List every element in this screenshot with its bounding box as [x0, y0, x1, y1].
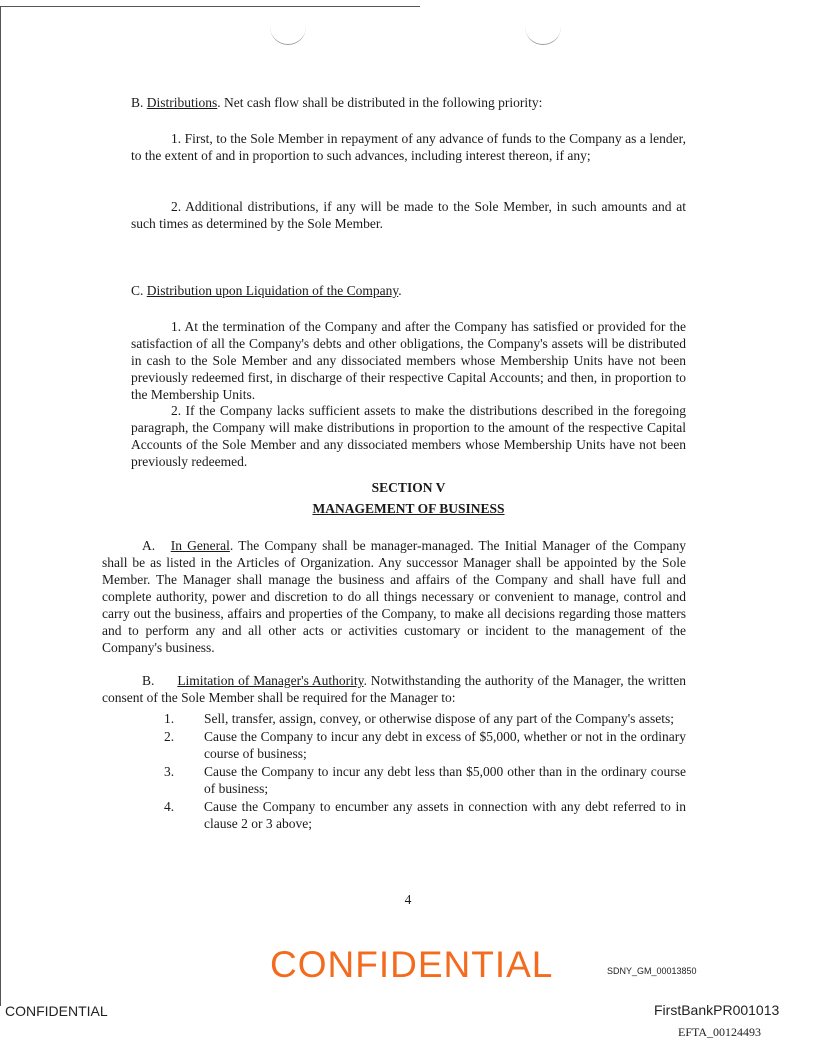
- section-v-title-text: MANAGEMENT OF BUSINESS: [312, 501, 505, 516]
- section-v-a-heading: In General: [170, 538, 230, 553]
- section-v-b-label: B.: [142, 673, 155, 688]
- scan-edge-left: [0, 6, 1, 1006]
- section-v-number: SECTION V: [371, 480, 446, 495]
- list-item: [164, 763, 686, 797]
- section-v-b-para: [102, 672, 686, 706]
- section-v-a-label: A.: [142, 538, 156, 553]
- section-c-item-2-text: 2. If the Company lacks sufficient assets to make the distributions described in the foregoing paragraph, the Company will make distributions in proportion to the amount of the respective Capital Accounts of the Sole Member and any dissociated members whose Membership Units have not been previously redeemed.: [131, 403, 686, 469]
- section-v-b-heading: Limitation of Manager's Authority: [177, 673, 364, 688]
- confidential-stamp-left: CONFIDENTIAL: [5, 1003, 108, 1019]
- section-c-heading: Distribution upon Liquidation of the Company: [146, 283, 399, 298]
- section-c-heading-end: .: [398, 283, 402, 298]
- section-b-intro: [131, 94, 686, 111]
- section-v-a-text: . The Company shall be manager-managed. The Initial Manager of the Company shall be as listed in the Articles of Organization. Any successor Manager shall be appointed by the Sole Member. The Manager shall manage the business and affairs of the Company and shall have full and complete authority, power and discretion to do all things necessary or convenient to manage, control and carry out the business, affairs and properties of the Company, to make all decisions regarding those matters and to perform any and all other acts or activities customary or incident to the management of the Company's business.: [102, 538, 686, 655]
- bates-number-firstbank: FirstBankPR001013: [654, 1002, 780, 1018]
- list-item-text: Cause the Company to incur any debt in excess of $5,000, whether or not in the ordinary course of business;: [204, 729, 686, 761]
- section-b-heading-line: [131, 94, 686, 111]
- efta-number: EFTA_00124493: [678, 1025, 762, 1039]
- section-c-heading-para: [131, 282, 686, 299]
- section-b-heading: Distributions: [146, 95, 218, 110]
- confidential-stamp-center: CONFIDENTIAL: [270, 944, 554, 985]
- section-b-label: B.: [131, 95, 144, 110]
- section-b-item-1: [131, 130, 686, 164]
- bates-number-sdny: SDNY_GM_00013850: [607, 966, 697, 976]
- list-item-number: 3.: [164, 764, 175, 779]
- section-c-item-1: [131, 318, 686, 403]
- section-b-intro-text: . Net cash flow shall be distributed in the following priority:: [217, 95, 543, 110]
- scan-edge-top: [0, 6, 420, 7]
- list-item-text: Cause the Company to incur any debt less than $5,000 other than in the ordinary course of business;: [204, 764, 686, 796]
- list-item-number: 4.: [164, 799, 175, 814]
- section-v-b-text: . Notwithstanding the authority of the Manager, the written consent of the Sole Member shall be required for the Manager to:: [102, 673, 687, 705]
- section-c-label: C.: [131, 283, 144, 298]
- section-c-item-2: [131, 402, 686, 470]
- section-b-item-1-text: 1. First, to the Sole Member in repayment of any advance of funds to the Company as a lender, to the extent of and in proportion to such advances, including interest thereon, if any;: [131, 131, 686, 163]
- section-c-item-1-text: 1. At the termination of the Company and after the Company has satisfied or provided for the satisfaction of all the Company's debts and other obligations, the Company's assets will be distributed in cash to the Sole Member and any dissociated members whose Membership Units have not been previously redeemed first, in discharge of their respective Capital Accounts; and then, in proportion to the Membership Units.: [131, 319, 686, 402]
- punch-hole-mark-right: [525, 26, 561, 45]
- section-b-item-2: [131, 198, 686, 232]
- section-c-heading-line: [131, 282, 686, 299]
- section-v-title: [131, 501, 686, 517]
- section-v-b: [102, 672, 686, 706]
- section-v-a: [102, 537, 686, 656]
- punch-hole-mark-left: [270, 26, 306, 45]
- list-item: [164, 710, 686, 727]
- section-b-item-2-text: 2. Additional distributions, if any will be made to the Sole Member, in such amounts and at such times as determined by the Sole Member.: [131, 199, 686, 231]
- authority-limit-list: [164, 710, 686, 833]
- section-v-a-para: [102, 537, 686, 656]
- list-item: [164, 728, 686, 762]
- list-item: [164, 798, 686, 832]
- list-item-number: 1.: [164, 711, 175, 726]
- page-number: 4: [404, 892, 412, 907]
- list-item-text: Sell, transfer, assign, convey, or otherwise dispose of any part of the Company's assets;: [204, 711, 675, 726]
- list-item-number: 2.: [164, 729, 175, 744]
- list-item-text: Cause the Company to encumber any assets in connection with any debt referred to in clause 2 or 3 above;: [204, 799, 686, 831]
